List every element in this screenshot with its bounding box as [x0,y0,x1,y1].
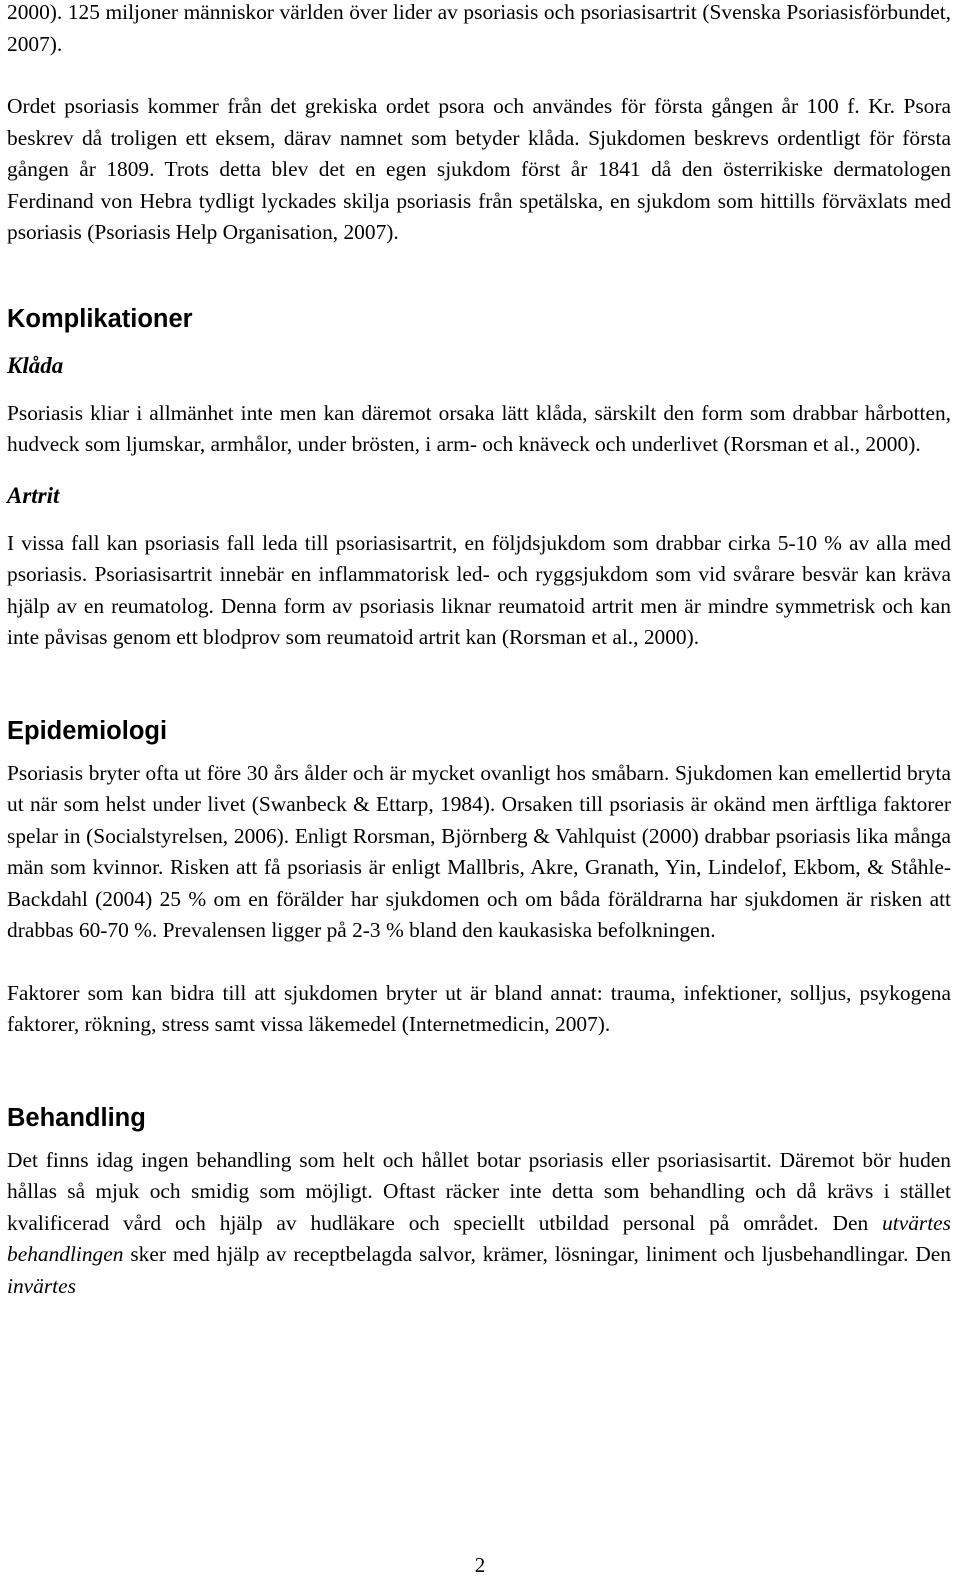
behandling-paragraph [7,1145,951,1303]
epidemiologi-paragraph-1: Psoriasis bryter ofta ut före 30 års ålder och är mycket ovanligt hos småbarn. Sjukdomen kan emellertid bryta ut när som helst under livet (Swanbeck & Ettarp, 1984). Orsaken till psoriasis är okänd men ärftliga faktorer spelar in (Socialstyrelsen, 2006). Enligt Rorsman, Björnberg & Vahlquist (2000) drabbar psoriasis lika många män som kvinnor. Risken att få psoriasis är enligt Mallbris, Akre, Granath, Yin, Lindelof, Ekbom, & Ståhle-Backdahl (2004) 25 % om en förälder har sjukdomen och om båda föräldrarna har sjukdomen är risken att drabbas 60-70 %. Prevalensen ligger på 2-3 % bland den kaukasiska befolkningen. [7,760,951,942]
subheading-artrit: Artrit [7,482,60,508]
page-number: 2 [474,1553,486,1577]
behandling-emphasis-utvartes: utvärtes behandlingen [7,1210,951,1266]
behandling-emphasis-invartes: invärtes [7,1273,76,1298]
heading-behandling: Behandling [7,1103,146,1132]
subheading-klada: Klåda [7,352,64,378]
heading-komplikationer: Komplikationer [7,304,193,333]
intro-paragraph-2: Ordet psoriasis kommer från det grekiska ordet psora och användes för första gången år 100 f. Kr. Psora beskrev då troligen ett eksem, därav namnet som betyder klåda. Sjukdomen beskrevs ordentligt för första gången år 1809. Trots detta blev det en egen sjukdom först år 1841 då den österrikiske dermatologen Ferdinand von Hebra tydligt lyckades skilja psoriasis från spetälska, en sjukdom som hittills förväxlats med psoriasis (Psoriasis Help Organisation, 2007). [7,94,951,244]
heading-epidemiologi: Epidemiologi [7,716,168,745]
document-page [7,0,951,1302]
artrit-paragraph: I vissa fall kan psoriasis fall leda till psoriasisartrit, en följdsjukdom som drabbar cirka 5-10 % av alla med psoriasis. Psoriasisartrit innebär en inflammatorisk led- och ryggsjukdom som vid svårare besvär kan kräva hjälp av en reumatolog. Denna form av psoriasis liknar reumatoid artrit men är mindre symmetrisk och kan inte påvisas genom ett blodprov som reumatoid artrit kan (Rorsman et al., 2000). [7,530,951,649]
klada-paragraph: Psoriasis kliar i allmänhet inte men kan däremot orsaka lätt klåda, särskilt den form som drabbar hårbotten, hudveck som ljumskar, armhålor, under brösten, i arm- och knäveck och underlivet (Rorsman et al., 2000). [7,400,951,456]
behandling-text-1: Det finns idag ingen behandling som helt och hållet botar psoriasis eller psoriasisartit. Däremot bör huden hållas så mjuk och smidig som möjligt. Oftast räcker inte detta som behandling och då krävs i stället kvalificerad vård och hjälp av hudläkare och speciellt utbildad personal på området. Den [7,1147,951,1235]
behandling-text-2: sker med hjälp av receptbelagda salvor, krämer, lösningar, liniment och ljusbehandlingar. Den [123,1242,951,1266]
epidemiologi-paragraph-2: Faktorer som kan bidra till att sjukdomen bryter ut är bland annat: trauma, infektioner, solljus, psykogena faktorer, rökning, stress samt vissa läkemedel (Internetmedicin, 2007). [7,980,951,1036]
intro-paragraph-1: 2000). 125 miljoner människor världen över lider av psoriasis och psoriasisartrit (Svenska Psoriasisförbundet, 2007). [7,0,951,56]
